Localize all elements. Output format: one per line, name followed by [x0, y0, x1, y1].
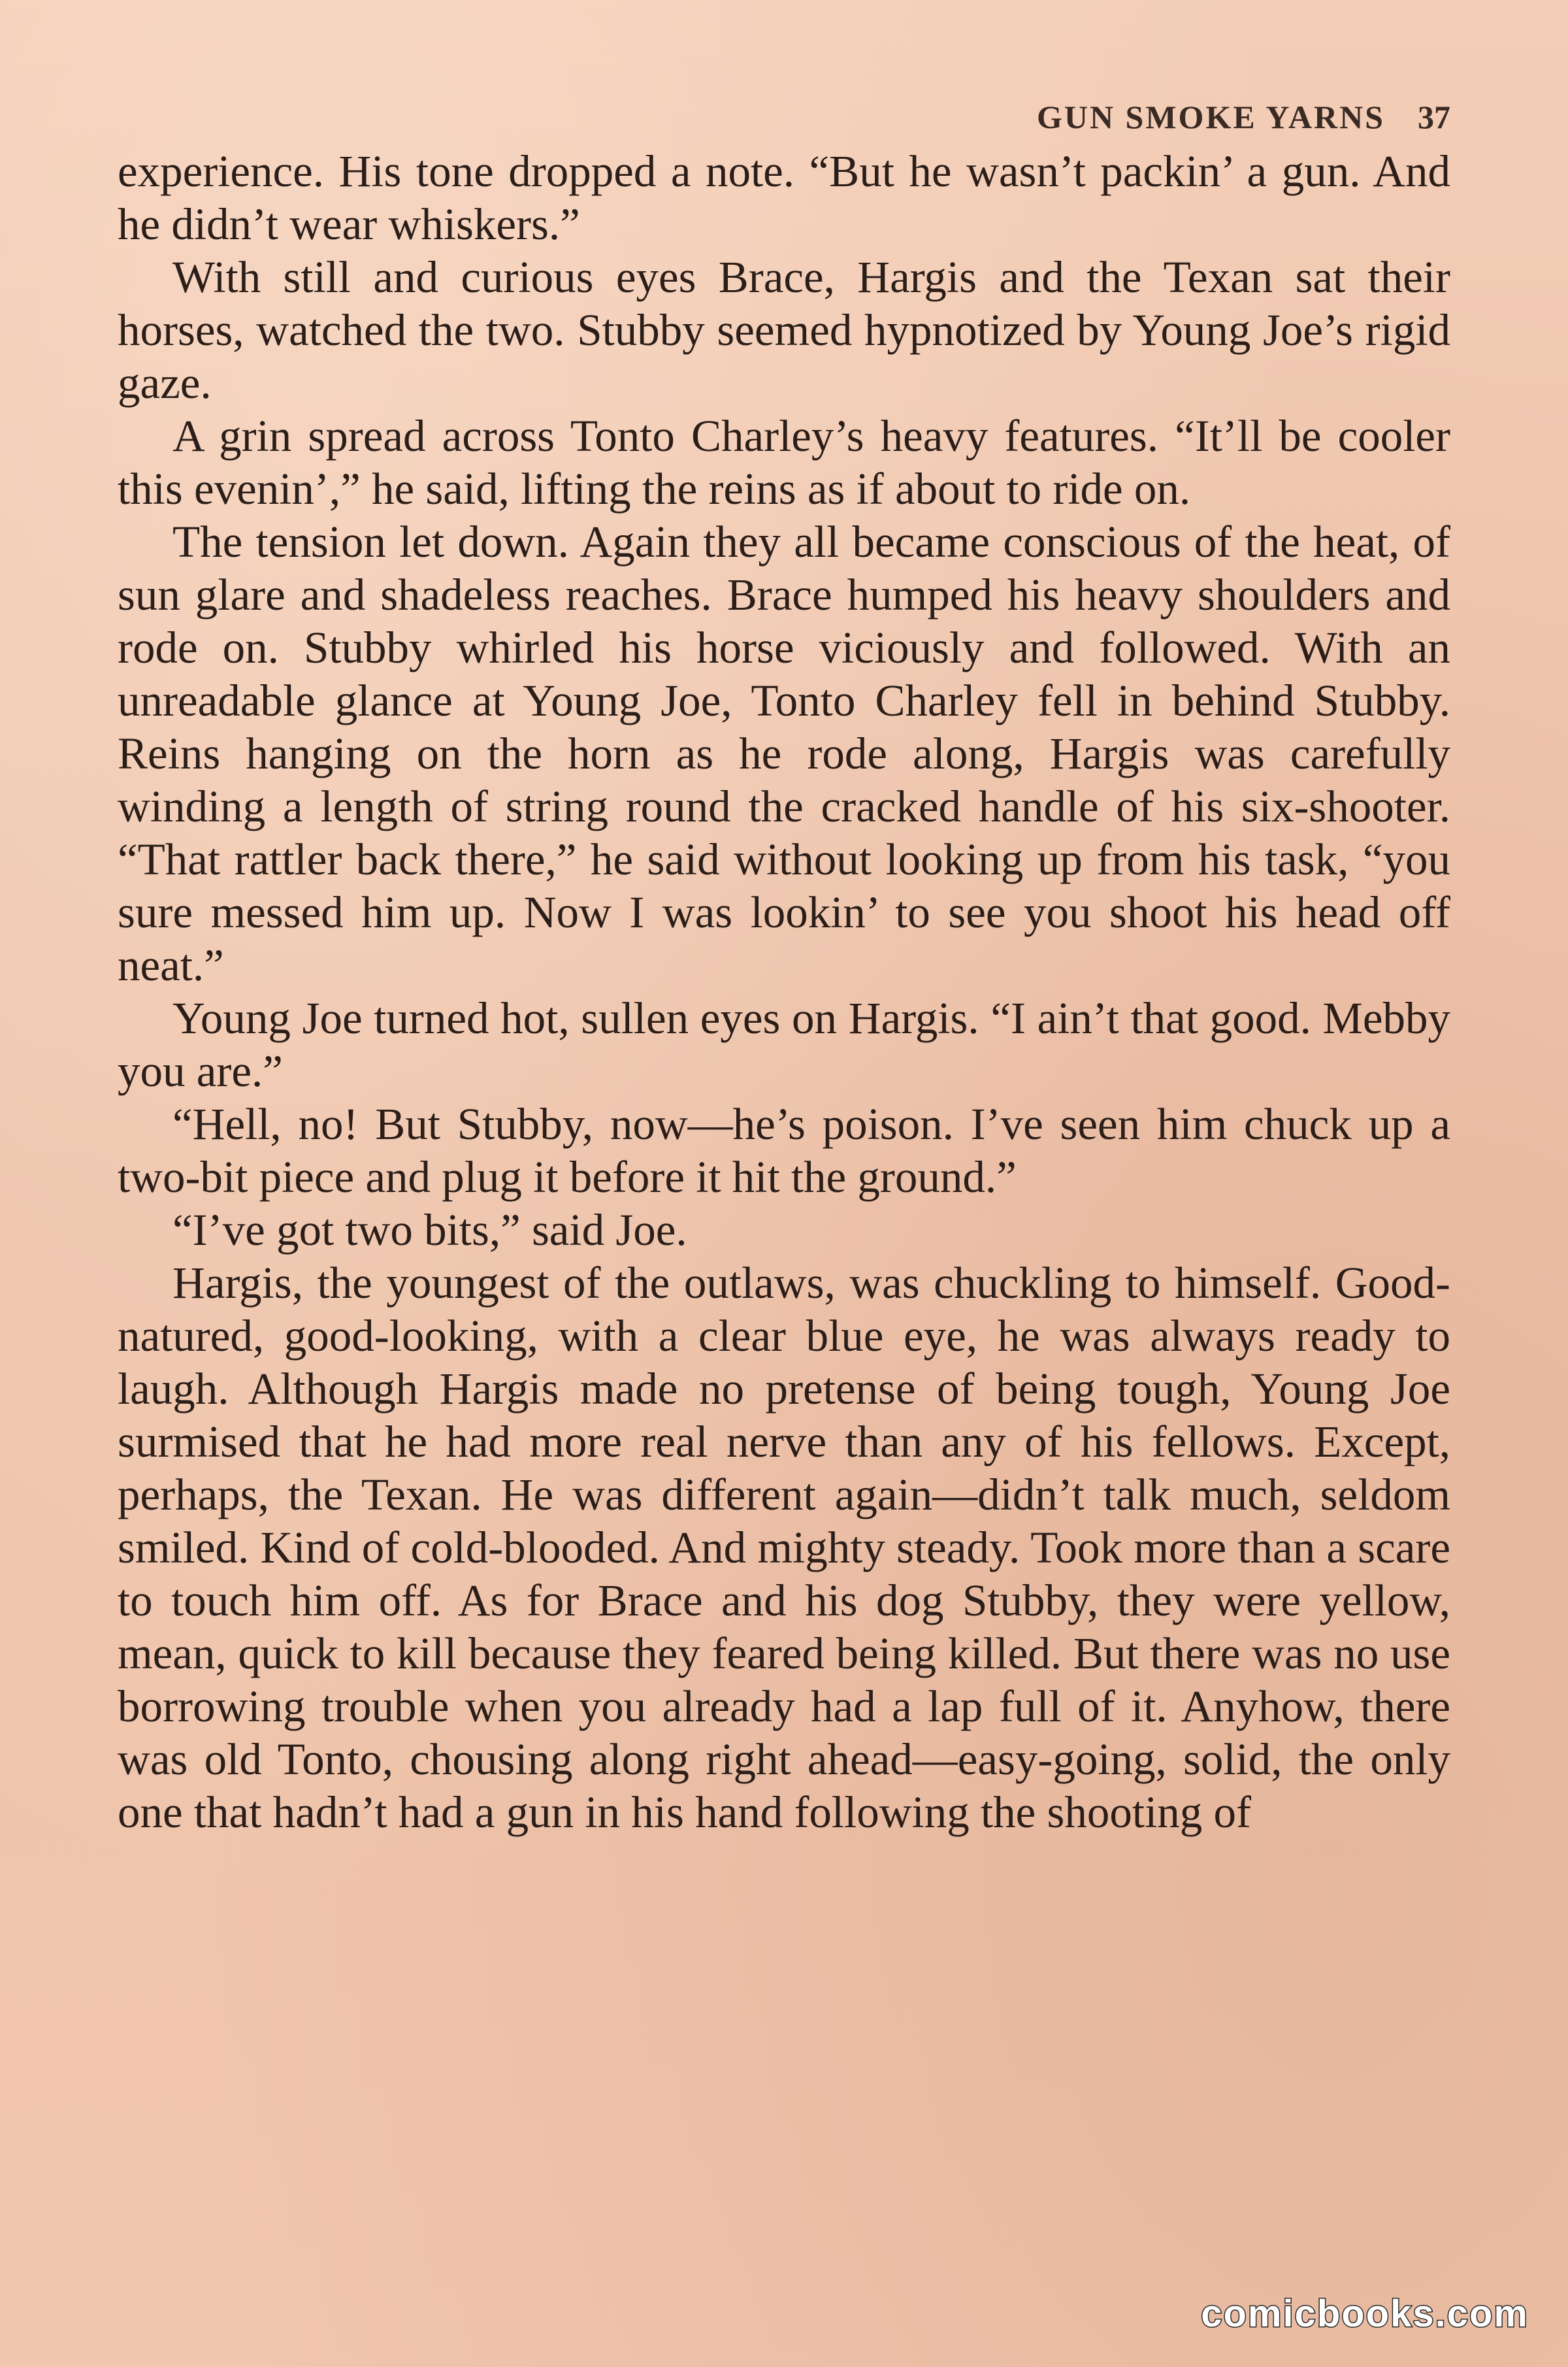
running-title: GUN SMOKE YARNS [1036, 99, 1385, 135]
watermark: comicbooks.com [1201, 2293, 1529, 2335]
paragraph: experience. His tone dropped a note. “But he wasn’t packin’ a gun. And he didn’t wear whiskers.” [118, 146, 1450, 249]
paragraph: “Hell, no! But Stubby, now—he’s poison. I’ve seen him chuck up a two-bit piece and plug it before it hit the ground.” [118, 1099, 1450, 1202]
paragraph: Hargis, the youngest of the outlaws, was chuckling to himself. Good-natured, good-looking, with a clear blue eye, he was always ready to laugh. Although Hargis made no pretense of being tough, Young Joe surmised that he had more real nerve than any of his fellows. Except, perhaps, the Texan. He was different again—didn’t talk much, seldom smiled. Kind of cold-blooded. And mighty steady. Took more than a scare to touch him off. As for Brace and his dog Stubby, they were yellow, mean, quick to kill because they feared being killed. But there was no use borrowing trouble when you already had a lap full of it. Anyhow, there was old Tonto, chousing along right ahead—easy-going, solid, the only one that hadn’t had a gun in his hand following the shooting of [118, 1258, 1450, 1837]
page-number: 37 [1418, 99, 1450, 135]
body-text [118, 145, 1450, 1839]
running-head [1037, 98, 1450, 136]
paragraph: “I’ve got two bits,” said Joe. [172, 1205, 687, 1255]
paragraph: A grin spread across Tonto Charley’s heavy features. “It’ll be cooler this evenin’,” he said, lifting the reins as if about to ride on. [118, 411, 1450, 514]
paragraph: The tension let down. Again they all became conscious of the heat, of sun glare and shadeless reaches. Brace humped his heavy shoulders and rode on. Stubby whirled his horse viciously and followed. With an unreadable glance at Young Joe, Tonto Charley fell in behind Stubby. Reins hanging on the horn as he rode along, Hargis was carefully winding a length of string round the cracked handle of his six-shooter. “That rattler back there,” he said without looking up from his task, “you sure messed him up. Now I was lookin’ to see you shoot his head off neat.” [118, 517, 1450, 990]
paragraph: Young Joe turned hot, sullen eyes on Hargis. “I ain’t that good. Mebby you are.” [118, 993, 1450, 1096]
paragraph: With still and curious eyes Brace, Hargis and the Texan sat their horses, watched the two. Stubby seemed hypnotized by Young Joe’s rigid gaze. [118, 252, 1450, 408]
